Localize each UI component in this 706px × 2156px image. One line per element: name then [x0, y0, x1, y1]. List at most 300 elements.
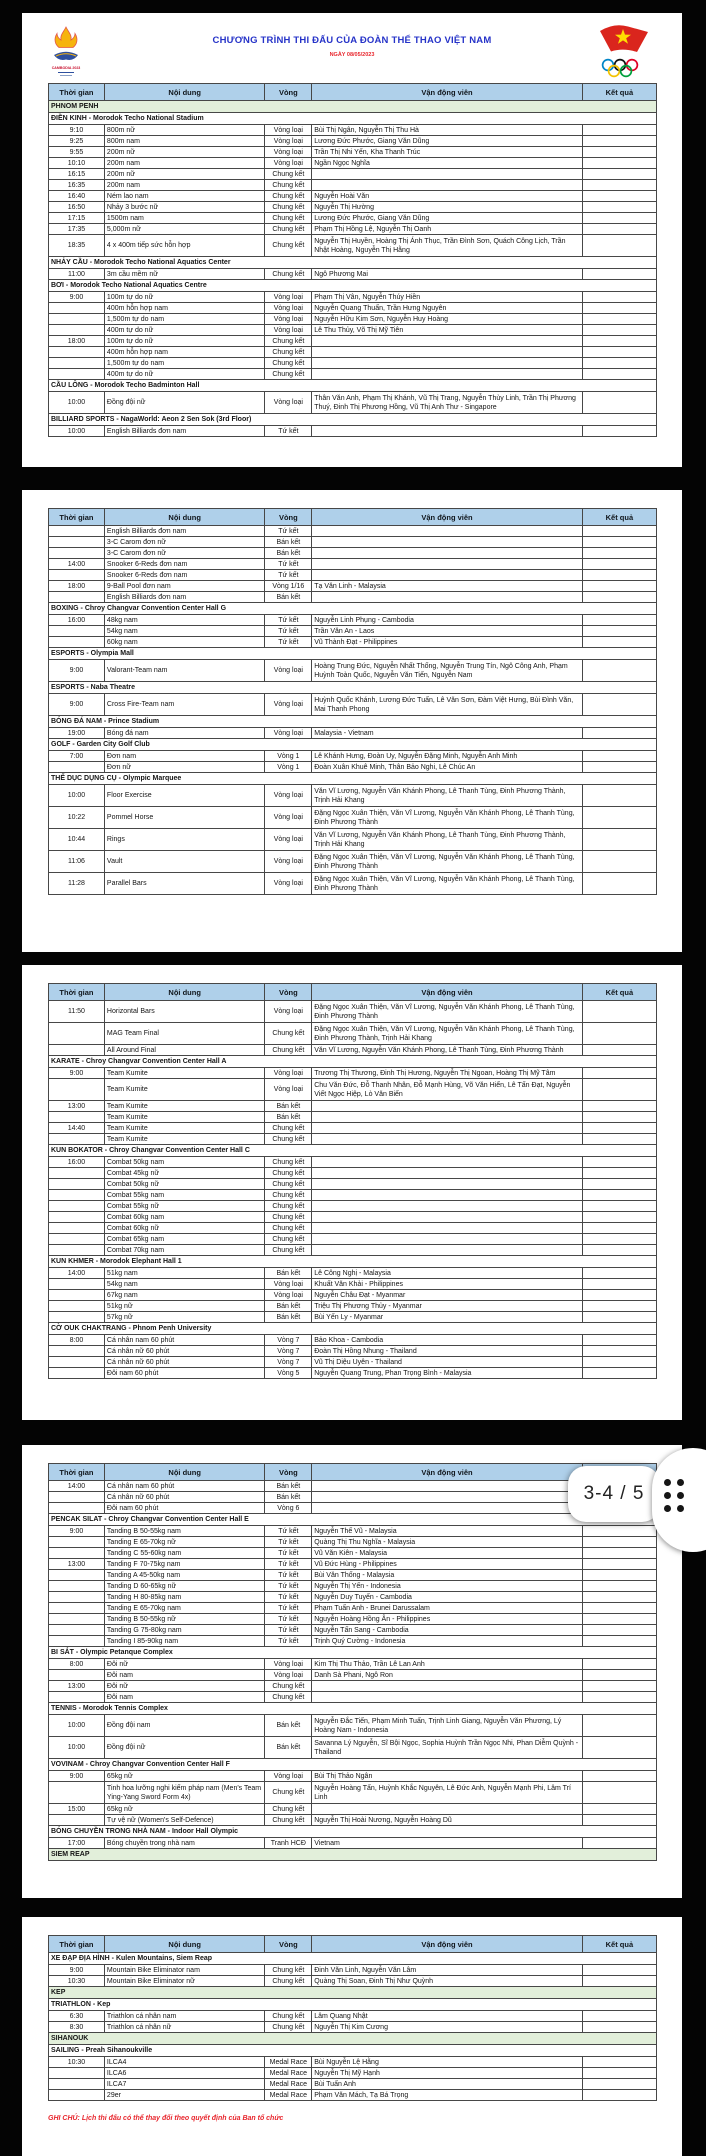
cell-content: Team Kumite — [104, 1079, 265, 1101]
section-label: BÓNG CHUYỀN TRONG NHÀ NAM - Indoor Hall Olympic — [49, 1826, 657, 1838]
schedule-table — [48, 1463, 657, 1861]
column-header: Nội dung — [104, 1936, 265, 1953]
event-row — [49, 1023, 657, 1045]
column-header: Vận động viên — [312, 1464, 583, 1481]
cell-content: Combat 60kg nữ — [104, 1223, 265, 1234]
cell-round: Medal Race — [265, 2068, 312, 2079]
cell-result — [582, 526, 656, 537]
cell-round: Chung kết — [265, 1234, 312, 1245]
cell-athletes: Lê Khánh Hưng, Đoàn Uy, Nguyễn Đặng Minh, Nguyễn Anh Minh — [312, 751, 583, 762]
event-row — [49, 1559, 657, 1570]
sport-section-row — [49, 380, 657, 392]
cell-time: 10:00 — [49, 1737, 105, 1759]
cell-result — [582, 1201, 656, 1212]
section-label: PHNOM PENH — [49, 101, 657, 113]
cell-time: 9:10 — [49, 125, 105, 136]
cell-result — [582, 392, 656, 414]
cell-time — [49, 1279, 105, 1290]
cell-time: 17:35 — [49, 224, 105, 235]
cell-time — [49, 358, 105, 369]
event-row — [49, 136, 657, 147]
event-row — [49, 1592, 657, 1603]
cell-athletes — [312, 336, 583, 347]
cell-athletes: Trương Thị Thương, Đinh Thị Hương, Nguyễn Thị Ngoan, Hoàng Thị Mỹ Tâm — [312, 1068, 583, 1079]
cell-content: English Billiards đơn nam — [104, 426, 265, 437]
cell-content: Cá nhân nữ 60 phút — [104, 1346, 265, 1357]
section-label: VOVINAM - Chroy Changvar Convention Center Hall F — [49, 1759, 657, 1771]
cell-round: Vòng loại — [265, 660, 312, 682]
section-label: KUN KHMER - Morodok Elephant Hall 1 — [49, 1256, 657, 1268]
column-header: Vận động viên — [312, 1936, 583, 1953]
event-row — [49, 1212, 657, 1223]
event-row — [49, 1681, 657, 1692]
cell-result — [582, 660, 656, 682]
event-row — [49, 1603, 657, 1614]
cell-round: Chung kết — [265, 2011, 312, 2022]
cell-time — [49, 369, 105, 380]
cell-athletes: Lê Công Nghị - Malaysia — [312, 1268, 583, 1279]
event-row — [49, 728, 657, 739]
cell-athletes: Nguyễn Tấn Sang - Cambodia — [312, 1625, 583, 1636]
column-header: Thời gian — [49, 1464, 105, 1481]
cell-time — [49, 592, 105, 603]
scroll-handle[interactable] — [652, 1448, 706, 1552]
cell-time — [49, 1368, 105, 1379]
cell-time: 9:00 — [49, 292, 105, 303]
cell-result — [582, 2022, 656, 2033]
event-row — [49, 1526, 657, 1537]
sport-section-row — [49, 2045, 657, 2057]
section-label: ESPORTS - Olympia Mall — [49, 648, 657, 660]
cell-time — [49, 1537, 105, 1548]
cell-content: Triathlon cá nhân nữ — [104, 2022, 265, 2033]
event-row — [49, 1481, 657, 1492]
cell-athletes — [312, 358, 583, 369]
cell-time — [49, 570, 105, 581]
cell-content: Tanding B 50-55kg nam — [104, 1526, 265, 1537]
event-row — [49, 1976, 657, 1987]
event-row — [49, 1625, 657, 1636]
cell-time — [49, 1134, 105, 1145]
cell-content: 800m nữ — [104, 125, 265, 136]
event-row — [49, 829, 657, 851]
cell-athletes: Hoàng Trung Đức, Nguyễn Nhất Thống, Nguyễn Trung Tín, Ngô Công Anh, Phạm Huỳnh Toàn Quốc, Nguyễn Văn Tiến, Nguyễn Nam — [312, 660, 583, 682]
event-row — [49, 1290, 657, 1301]
event-row — [49, 785, 657, 807]
cell-athletes: Nguyễn Linh Phụng - Cambodia — [312, 615, 583, 626]
section-label: PENCAK SILAT - Chroy Changvar Convention Center Hall E — [49, 1514, 657, 1526]
cell-athletes — [312, 1804, 583, 1815]
cell-result — [582, 2011, 656, 2022]
cell-athletes: Thân Văn Anh, Phạm Thị Khánh, Vũ Thị Trang, Nguyễn Thùy Linh, Trần Thị Phương Thuý, Đinh Thị Phương Hồng, Vũ Thị Anh Thư - Singapore — [312, 392, 583, 414]
event-row — [49, 303, 657, 314]
cell-athletes — [312, 537, 583, 548]
cell-content: Tanding I 85-90kg nam — [104, 1636, 265, 1647]
cell-time — [49, 1581, 105, 1592]
cell-result — [582, 426, 656, 437]
cell-time — [49, 1212, 105, 1223]
cell-content: 67kg nam — [104, 1290, 265, 1301]
cell-content: Combat 50kg nữ — [104, 1179, 265, 1190]
cell-content: Tự vệ nữ (Women's Self-Defence) — [104, 1815, 265, 1826]
cell-content: Team Kumite — [104, 1134, 265, 1145]
cell-round: Tứ kết — [265, 626, 312, 637]
event-row — [49, 1134, 657, 1145]
cell-round: Chung kết — [265, 369, 312, 380]
sport-section-row — [49, 1256, 657, 1268]
cell-content: Snooker 6-Reds đơn nam — [104, 570, 265, 581]
cell-time — [49, 1570, 105, 1581]
cell-round: Chung kết — [265, 213, 312, 224]
cell-athletes — [312, 1123, 583, 1134]
cell-time — [49, 2079, 105, 2090]
cell-athletes: Vietnam — [312, 1838, 583, 1849]
cell-time: 16:00 — [49, 615, 105, 626]
sport-section-row — [49, 603, 657, 615]
event-row — [49, 1112, 657, 1123]
cell-athletes: Bùi Văn Thống - Malaysia — [312, 1570, 583, 1581]
cell-athletes — [312, 1681, 583, 1692]
cell-athletes — [312, 1134, 583, 1145]
cell-content: 3m cầu mềm nữ — [104, 269, 265, 280]
section-label: BÓNG ĐÁ NAM - Prince Stadium — [49, 716, 657, 728]
cell-round: Vòng loại — [265, 314, 312, 325]
table-header-row — [49, 84, 657, 101]
cell-content: Tanding E 65-70kg nữ — [104, 1537, 265, 1548]
section-label: GOLF - Garden City Golf Club — [49, 739, 657, 751]
cell-athletes: Bùi Yến Ly - Myanmar — [312, 1312, 583, 1323]
schedule-table — [48, 83, 657, 437]
cell-result — [582, 1168, 656, 1179]
city-section-row — [49, 1987, 657, 1999]
cell-athletes: Đoàn Thị Hồng Nhung - Thailand — [312, 1346, 583, 1357]
grid-dots-icon — [664, 1479, 690, 1518]
sport-section-row — [49, 113, 657, 125]
cell-time: 17:00 — [49, 1838, 105, 1849]
cell-result — [582, 1965, 656, 1976]
cell-time: 18:35 — [49, 235, 105, 257]
cell-time: 10:44 — [49, 829, 105, 851]
cell-athletes — [312, 180, 583, 191]
cell-content: 400m tự do nữ — [104, 369, 265, 380]
cell-round: Tứ kết — [265, 1559, 312, 1570]
cell-content: Cá nhân nữ 60 phút — [104, 1357, 265, 1368]
document-title: CHƯƠNG TRÌNH THI ĐẤU CỦA ĐOÀN THỂ THAO VIỆT NAM — [212, 35, 492, 46]
cell-time — [49, 1492, 105, 1503]
cell-content: Cá nhân nam 60 phút — [104, 1481, 265, 1492]
cell-athletes: Ngần Ngọc Nghĩa — [312, 158, 583, 169]
cell-round: Bán kết — [265, 1301, 312, 1312]
cell-content: 51kg nữ — [104, 1301, 265, 1312]
cell-athletes: Danh Sà Phani, Ngô Ron — [312, 1670, 583, 1681]
cell-round: Vòng loại — [265, 1001, 312, 1023]
event-row — [49, 1079, 657, 1101]
event-row — [49, 1815, 657, 1826]
footnote: GHI CHÚ: Lịch thi đấu có thể thay đổi theo quyết định của Ban tổ chức — [48, 2115, 284, 2122]
event-row — [49, 1101, 657, 1112]
event-row — [49, 615, 657, 626]
cell-athletes: Vũ Thị Diệu Uyên - Thailand — [312, 1357, 583, 1368]
cell-result — [582, 147, 656, 158]
event-row — [49, 147, 657, 158]
event-row — [49, 1357, 657, 1368]
cell-athletes: Bùi Nguyễn Lệ Hằng — [312, 2057, 583, 2068]
event-row — [49, 213, 657, 224]
cell-content: All Around Final — [104, 1045, 265, 1056]
event-row — [49, 1670, 657, 1681]
cell-result — [582, 1771, 656, 1782]
cell-round: Vòng loại — [265, 303, 312, 314]
cell-round: Tứ kết — [265, 1570, 312, 1581]
event-row — [49, 637, 657, 648]
cell-time — [49, 1290, 105, 1301]
cell-content: Nhảy 3 bước nữ — [104, 202, 265, 213]
event-row — [49, 1838, 657, 1849]
cell-time — [49, 1636, 105, 1647]
cell-athletes: Khuất Văn Khải - Philippines — [312, 1279, 583, 1290]
sport-section-row — [49, 1703, 657, 1715]
sport-section-row — [49, 414, 657, 426]
page-2 — [22, 490, 682, 952]
event-row — [49, 559, 657, 570]
cell-time — [49, 1179, 105, 1190]
cell-time: 19:00 — [49, 728, 105, 739]
cell-athletes: Trần Thị Nhi Yến, Kha Thanh Trúc — [312, 147, 583, 158]
column-header: Vòng — [265, 84, 312, 101]
cell-result — [582, 1312, 656, 1323]
cell-time: 10:00 — [49, 426, 105, 437]
table-header-row — [49, 1936, 657, 1953]
cell-content: Bóng đá nam — [104, 728, 265, 739]
event-row — [49, 626, 657, 637]
cell-athletes: Nguyễn Hoàng Hồng Ân - Philippines — [312, 1614, 583, 1625]
cell-time — [49, 1079, 105, 1101]
event-row — [49, 807, 657, 829]
cell-athletes — [312, 592, 583, 603]
cell-athletes — [312, 526, 583, 537]
cell-round: Vòng loại — [265, 1290, 312, 1301]
event-row — [49, 1279, 657, 1290]
event-row — [49, 1168, 657, 1179]
cell-content: Combat 50kg nam — [104, 1157, 265, 1168]
cell-athletes: Vũ Đức Hùng - Philippines — [312, 1559, 583, 1570]
cell-result — [582, 314, 656, 325]
cell-result — [582, 269, 656, 280]
section-label: BILLIARD SPORTS - NagaWorld: Aeon 2 Sen Sok (3rd Floor) — [49, 414, 657, 426]
cell-result — [582, 581, 656, 592]
cell-athletes: Đặng Ngọc Xuân Thiện, Văn Vĩ Lương, Nguyễn Văn Khánh Phong, Lê Thanh Tùng, Đinh Phương Thành — [312, 807, 583, 829]
section-label: CẦU LÔNG - Morodok Techo Badminton Hall — [49, 380, 657, 392]
cell-content: 400m hỗn hợp nam — [104, 303, 265, 314]
event-row — [49, 548, 657, 559]
section-label: SAILING - Preah Sihanoukville — [49, 2045, 657, 2057]
cell-content: Pommel Horse — [104, 807, 265, 829]
cell-content: Rings — [104, 829, 265, 851]
cell-content: Đôi nam 60 phút — [104, 1368, 265, 1379]
cell-time — [49, 1023, 105, 1045]
cell-time: 10:00 — [49, 1715, 105, 1737]
cell-content: Đôi nam 60 phút — [104, 1503, 265, 1514]
cell-round: Tứ kết — [265, 426, 312, 437]
cell-result — [582, 191, 656, 202]
sport-section-row — [49, 773, 657, 785]
cell-result — [582, 125, 656, 136]
column-header: Nội dung — [104, 984, 265, 1001]
cell-round: Vòng 5 — [265, 1368, 312, 1379]
cell-content: Tanding H 80-85kg nam — [104, 1592, 265, 1603]
cell-athletes — [312, 1492, 583, 1503]
cell-time: 16:40 — [49, 191, 105, 202]
event-row — [49, 873, 657, 895]
cell-time — [49, 1603, 105, 1614]
cell-result — [582, 1268, 656, 1279]
cell-athletes: Phạm Thị Hồng Lệ, Nguyễn Thị Oanh — [312, 224, 583, 235]
cell-content: Combat 55kg nữ — [104, 1201, 265, 1212]
cell-round: Tứ kết — [265, 526, 312, 537]
sport-section-row — [49, 716, 657, 728]
cell-content: Cá nhân nữ 60 phút — [104, 1492, 265, 1503]
cell-round: Chung kết — [265, 347, 312, 358]
schedule-table — [48, 983, 657, 1379]
cell-time — [49, 1670, 105, 1681]
schedule-table-container — [48, 508, 682, 895]
cell-content: MAG Team Final — [104, 1023, 265, 1045]
cell-time: 11:00 — [49, 269, 105, 280]
cell-round: Chung kết — [265, 1976, 312, 1987]
cell-round: Tranh HCĐ — [265, 1838, 312, 1849]
cell-result — [582, 2090, 656, 2101]
event-row — [49, 1804, 657, 1815]
sport-section-row — [49, 1056, 657, 1068]
column-header: Vòng — [265, 509, 312, 526]
cell-athletes: Nguyễn Quang Thuấn, Trần Hưng Nguyên — [312, 303, 583, 314]
cell-athletes: Đặng Ngọc Xuân Thiện, Văn Vĩ Lương, Nguyễn Văn Khánh Phong, Lê Thanh Tùng, Đinh Phương Thành — [312, 851, 583, 873]
event-row — [49, 1312, 657, 1323]
cell-result — [582, 1537, 656, 1548]
cell-time: 10:00 — [49, 392, 105, 414]
sport-section-row — [49, 1145, 657, 1157]
cell-content: 4 x 400m tiếp sức hỗn hợp — [104, 235, 265, 257]
cell-result — [582, 1659, 656, 1670]
event-row — [49, 1045, 657, 1056]
cell-content: 200m nam — [104, 180, 265, 191]
cell-round: Chung kết — [265, 1815, 312, 1826]
cell-athletes: Savanna Lý Nguyễn, Sĩ Bội Ngọc, Sophia Huỳnh Trần Ngọc Nhi, Phan Diễm Quỳnh - Thailand — [312, 1737, 583, 1759]
event-row — [49, 369, 657, 380]
cell-content: 9-Ball Pool đơn nam — [104, 581, 265, 592]
cell-athletes — [312, 1212, 583, 1223]
cell-result — [582, 559, 656, 570]
cell-content: 400m tự do nữ — [104, 325, 265, 336]
cell-time — [49, 1112, 105, 1123]
cell-result — [582, 615, 656, 626]
cell-content: 65kg nữ — [104, 1804, 265, 1815]
cell-athletes: Phạm Thị Vân, Nguyễn Thúy Hiền — [312, 292, 583, 303]
cell-result — [582, 1681, 656, 1692]
cell-content: 800m nam — [104, 136, 265, 147]
cell-result — [582, 1636, 656, 1647]
event-row — [49, 2022, 657, 2033]
cell-athletes: Văn Vĩ Lương, Nguyễn Văn Khánh Phong, Lê Thanh Tùng, Đinh Phương Thành, Trịnh Hải Khang — [312, 785, 583, 807]
column-header: Vòng — [265, 984, 312, 1001]
cell-result — [582, 347, 656, 358]
cell-result — [582, 1101, 656, 1112]
cell-content: 54kg nam — [104, 626, 265, 637]
cell-round: Bán kết — [265, 548, 312, 559]
cell-round: Vòng loại — [265, 829, 312, 851]
cell-result — [582, 2057, 656, 2068]
cell-round: Tứ kết — [265, 1592, 312, 1603]
cell-content: Đôi nữ — [104, 1681, 265, 1692]
cell-round: Chung kết — [265, 180, 312, 191]
page-5 — [22, 1917, 682, 2156]
cell-round: Vòng 1 — [265, 762, 312, 773]
cell-athletes — [312, 1692, 583, 1703]
logo-cambodia-label: CAMBODIA 2023 — [51, 66, 81, 70]
cell-content: 1,500m tự do nam — [104, 314, 265, 325]
cell-time — [49, 1692, 105, 1703]
event-row — [49, 1268, 657, 1279]
cell-result — [582, 1123, 656, 1134]
event-row — [49, 1692, 657, 1703]
section-label: KARATE - Chroy Changvar Convention Center Hall A — [49, 1056, 657, 1068]
cell-result — [582, 1212, 656, 1223]
event-row — [49, 392, 657, 414]
cell-round: Chung kết — [265, 1045, 312, 1056]
event-row — [49, 169, 657, 180]
event-row — [49, 1301, 657, 1312]
cell-content: 200m nữ — [104, 147, 265, 158]
cell-content: 54kg nam — [104, 1279, 265, 1290]
cell-round: Tứ kết — [265, 1614, 312, 1625]
cell-athletes — [312, 1481, 583, 1492]
event-row — [49, 592, 657, 603]
cell-athletes: Nguyễn Châu Đạt - Myanmar — [312, 1290, 583, 1301]
cell-time — [49, 1312, 105, 1323]
event-row — [49, 1636, 657, 1647]
cell-time: 16:35 — [49, 180, 105, 191]
cell-round: Vòng loại — [265, 851, 312, 873]
cell-round: Medal Race — [265, 2079, 312, 2090]
cell-content: Tanding F 70-75kg nam — [104, 1559, 265, 1570]
schedule-table-container — [48, 983, 682, 1379]
cell-result — [582, 1346, 656, 1357]
cell-result — [582, 213, 656, 224]
schedule-table — [48, 1935, 657, 2101]
event-row — [49, 751, 657, 762]
cell-result — [582, 728, 656, 739]
cell-result — [582, 694, 656, 716]
cell-athletes: Bảo Khoa - Cambodia — [312, 1335, 583, 1346]
section-label: BƠI - Morodok Techo National Aquatics Centre — [49, 280, 657, 292]
cell-round: Vòng loại — [265, 292, 312, 303]
cell-content: Combat 70kg nam — [104, 1245, 265, 1256]
cell-time — [49, 1201, 105, 1212]
section-label: ĐIỀN KINH - Morodok Techo National Stadium — [49, 113, 657, 125]
event-row — [49, 325, 657, 336]
column-header: Thời gian — [49, 1936, 105, 1953]
cell-athletes: Quàng Thị Thu Nghĩa - Malaysia — [312, 1537, 583, 1548]
cell-content: Tanding D 60-65kg nữ — [104, 1581, 265, 1592]
cell-time — [49, 325, 105, 336]
cell-round: Chung kết — [265, 1157, 312, 1168]
cell-athletes — [312, 1201, 583, 1212]
cell-round: Chung kết — [265, 1190, 312, 1201]
sport-section-row — [49, 1647, 657, 1659]
document-header — [22, 13, 682, 83]
cell-content: 100m tự do nữ — [104, 292, 265, 303]
cell-round: Tứ kết — [265, 1581, 312, 1592]
